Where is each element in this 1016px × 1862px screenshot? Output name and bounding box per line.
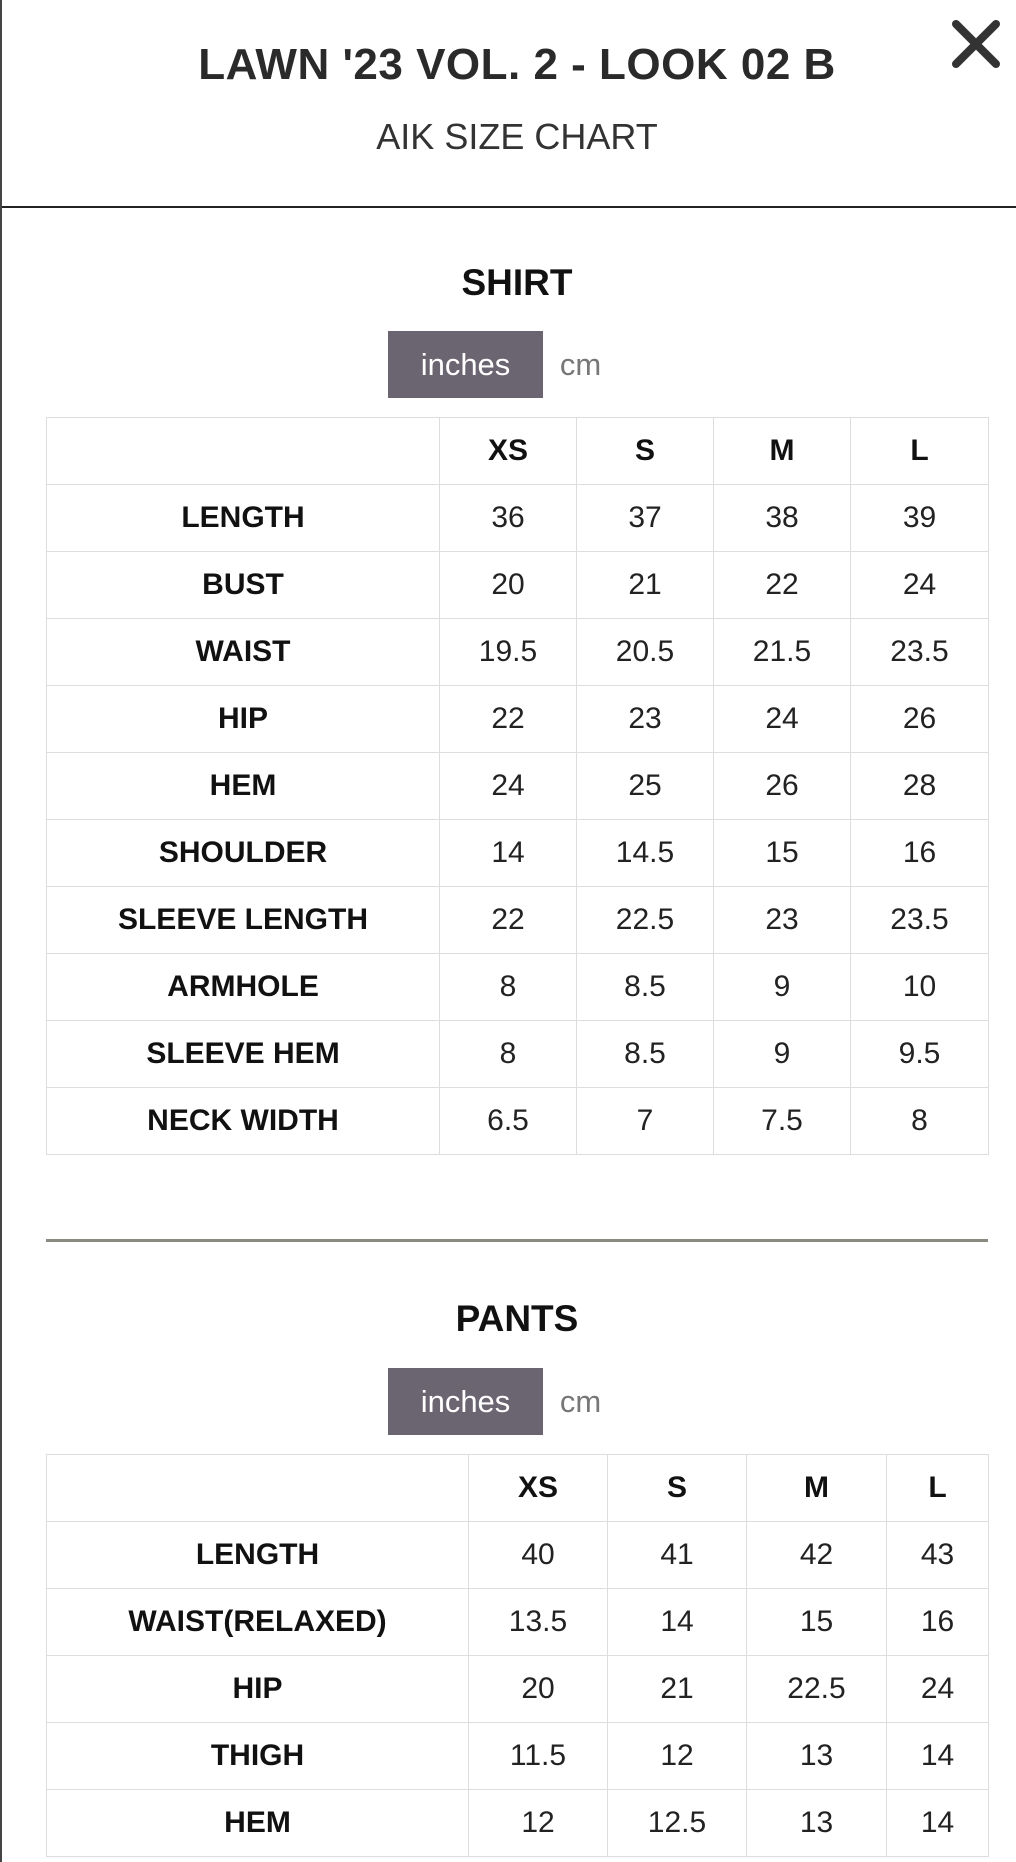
measurement-value: 9 (714, 1021, 851, 1088)
measurement-value: 23.5 (851, 887, 989, 954)
measurement-value: 9 (714, 954, 851, 1021)
shirt-unit-toggle (388, 331, 648, 398)
measurement-value: 37 (577, 485, 714, 552)
table-row (47, 1790, 989, 1857)
header-corner-cell (47, 1455, 469, 1522)
shirt-section-title: SHIRT (461, 262, 573, 303)
pants-size-table (46, 1454, 989, 1857)
measurement-value: 22 (440, 887, 577, 954)
measurement-value: 20.5 (577, 619, 714, 686)
shirt-inches-button[interactable]: inches (388, 331, 543, 398)
measurement-value: 14 (887, 1790, 989, 1857)
measurement-value: 14 (608, 1589, 747, 1656)
size-chart-subtitle: AIK SIZE CHART (376, 116, 658, 157)
measurement-value: 7.5 (714, 1088, 851, 1155)
measurement-value: 23 (577, 686, 714, 753)
measurement-label: SLEEVE HEM (47, 1021, 440, 1088)
measurement-value: 21.5 (714, 619, 851, 686)
size-header-cell: S (577, 418, 714, 485)
measurement-label: HIP (47, 1656, 469, 1723)
measurement-label: HEM (47, 1790, 469, 1857)
size-header-cell: L (851, 418, 989, 485)
header-corner-cell (47, 418, 440, 485)
measurement-value: 10 (851, 954, 989, 1021)
size-header-cell: L (887, 1455, 989, 1522)
measurement-value: 20 (440, 552, 577, 619)
measurement-value: 14.5 (577, 820, 714, 887)
measurement-label: THIGH (47, 1723, 469, 1790)
table-row (47, 820, 989, 887)
measurement-value: 24 (714, 686, 851, 753)
table-row (47, 887, 989, 954)
measurement-value: 12 (608, 1723, 747, 1790)
measurement-value: 13 (747, 1723, 887, 1790)
table-row (47, 1522, 989, 1589)
measurement-value: 39 (851, 485, 989, 552)
table-row (47, 753, 989, 820)
measurement-value: 22 (440, 686, 577, 753)
measurement-value: 23 (714, 887, 851, 954)
measurement-value: 24 (440, 753, 577, 820)
size-header-cell: S (608, 1455, 747, 1522)
table-row (47, 485, 989, 552)
measurement-value: 19.5 (440, 619, 577, 686)
measurement-value: 14 (440, 820, 577, 887)
measurement-label: HIP (47, 686, 440, 753)
size-header-cell: M (747, 1455, 887, 1522)
measurement-value: 23.5 (851, 619, 989, 686)
pants-section-title: PANTS (455, 1298, 579, 1339)
measurement-value: 43 (887, 1522, 989, 1589)
measurement-value: 7 (577, 1088, 714, 1155)
measurement-label: SHOULDER (47, 820, 440, 887)
measurement-label: BUST (47, 552, 440, 619)
size-header-cell: XS (440, 418, 577, 485)
measurement-value: 25 (577, 753, 714, 820)
measurement-value: 40 (469, 1522, 608, 1589)
shirt-cm-button[interactable]: cm (559, 347, 602, 382)
measurement-value: 15 (747, 1589, 887, 1656)
measurement-value: 9.5 (851, 1021, 989, 1088)
measurement-value: 13.5 (469, 1589, 608, 1656)
measurement-value: 21 (577, 552, 714, 619)
table-row (47, 1723, 989, 1790)
product-title: LAWN '23 VOL. 2 - LOOK 02 B (198, 40, 836, 89)
table-header-row (47, 1455, 989, 1522)
measurement-value: 6.5 (440, 1088, 577, 1155)
measurement-label: NECK WIDTH (47, 1088, 440, 1155)
measurement-value: 24 (887, 1656, 989, 1723)
table-row (47, 1589, 989, 1656)
pants-cm-button[interactable]: cm (559, 1384, 602, 1419)
measurement-value: 24 (851, 552, 989, 619)
measurement-value: 36 (440, 485, 577, 552)
pants-unit-toggle (388, 1368, 648, 1435)
table-row (47, 1088, 989, 1155)
measurement-value: 22 (714, 552, 851, 619)
measurement-label: WAIST(RELAXED) (47, 1589, 469, 1656)
modal-header (2, 0, 1016, 208)
table-row (47, 686, 989, 753)
pants-inches-button[interactable]: inches (388, 1368, 543, 1435)
measurement-value: 21 (608, 1656, 747, 1723)
measurement-label: LENGTH (47, 485, 440, 552)
table-row (47, 954, 989, 1021)
measurement-label: WAIST (47, 619, 440, 686)
measurement-value: 11.5 (469, 1723, 608, 1790)
measurement-value: 12.5 (608, 1790, 747, 1857)
measurement-value: 12 (469, 1790, 608, 1857)
table-header-row (47, 418, 989, 485)
measurement-value: 20 (469, 1656, 608, 1723)
measurement-label: ARMHOLE (47, 954, 440, 1021)
measurement-value: 41 (608, 1522, 747, 1589)
measurement-value: 8 (440, 954, 577, 1021)
measurement-value: 8 (440, 1021, 577, 1088)
table-row (47, 619, 989, 686)
size-header-cell: M (714, 418, 851, 485)
table-row (47, 552, 989, 619)
measurement-label: LENGTH (47, 1522, 469, 1589)
measurement-label: HEM (47, 753, 440, 820)
measurement-value: 22.5 (577, 887, 714, 954)
table-row (47, 1656, 989, 1723)
measurement-value: 22.5 (747, 1656, 887, 1723)
measurement-value: 26 (714, 753, 851, 820)
measurement-value: 26 (851, 686, 989, 753)
section-divider (46, 1239, 988, 1242)
close-icon[interactable] (948, 16, 1004, 72)
measurement-value: 8 (851, 1088, 989, 1155)
measurement-value: 14 (887, 1723, 989, 1790)
measurement-value: 16 (851, 820, 989, 887)
shirt-size-table (46, 417, 989, 1155)
size-header-cell: XS (469, 1455, 608, 1522)
measurement-value: 38 (714, 485, 851, 552)
measurement-value: 15 (714, 820, 851, 887)
measurement-value: 8.5 (577, 1021, 714, 1088)
measurement-label: SLEEVE LENGTH (47, 887, 440, 954)
measurement-value: 28 (851, 753, 989, 820)
table-row (47, 1021, 989, 1088)
measurement-value: 42 (747, 1522, 887, 1589)
measurement-value: 8.5 (577, 954, 714, 1021)
measurement-value: 16 (887, 1589, 989, 1656)
measurement-value: 13 (747, 1790, 887, 1857)
